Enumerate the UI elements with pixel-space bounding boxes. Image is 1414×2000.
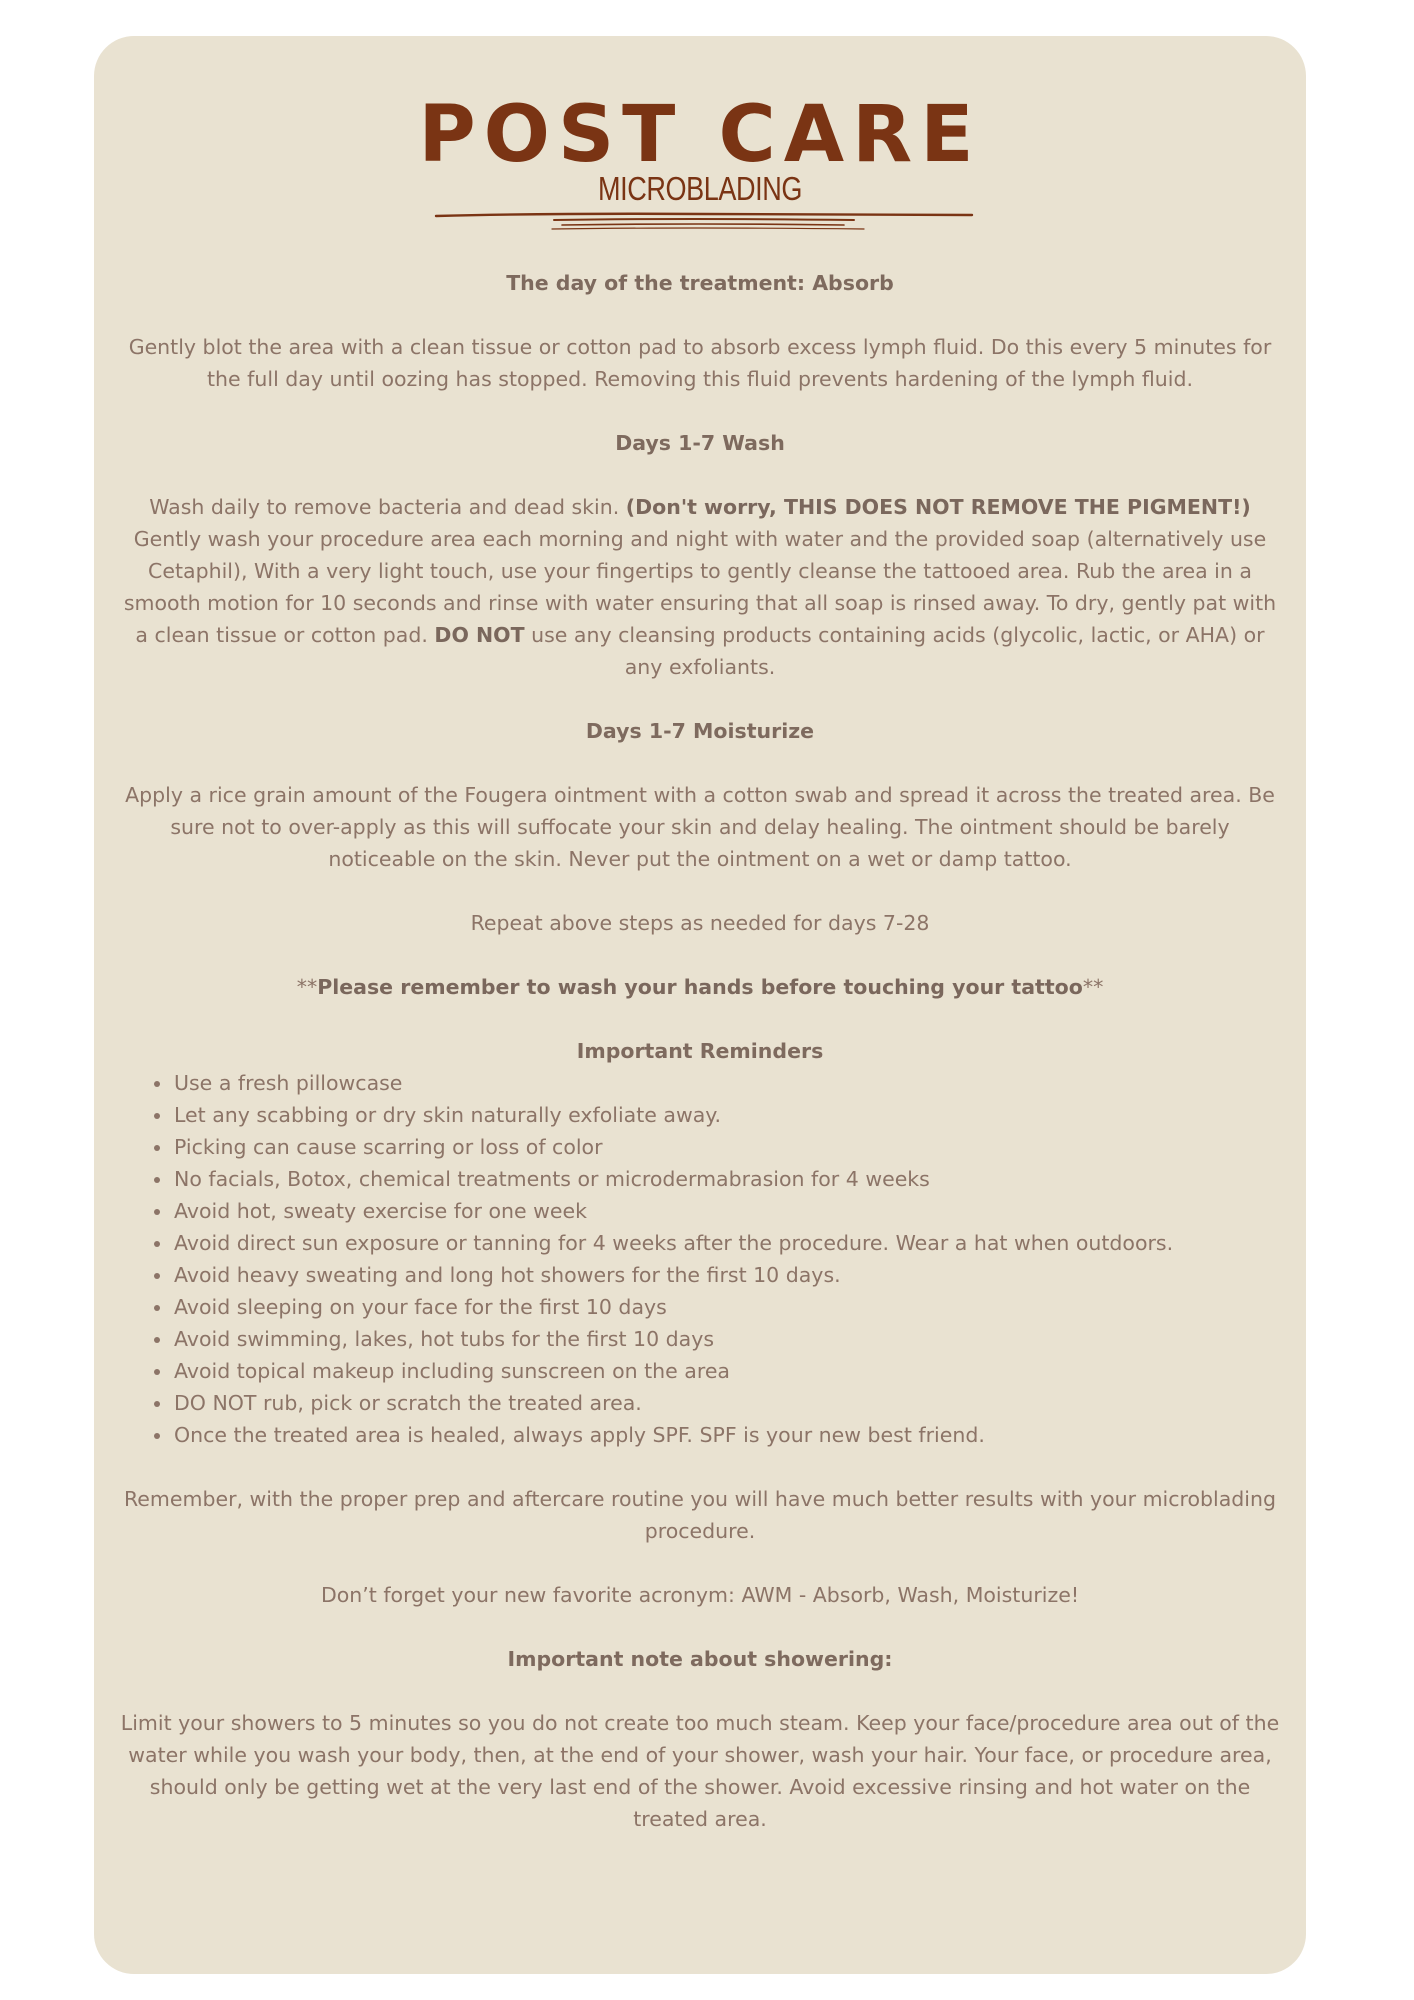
bullet-icon <box>154 1177 160 1183</box>
closing-paragraph: Remember, with the proper prep and aftercare routine you will have much better results with your microblading procedure. <box>123 1487 1277 1543</box>
bullet-icon <box>154 1433 160 1439</box>
logo-subtitle: MICROBLADING <box>597 170 803 207</box>
list-item: Once the treated area is healed, always apply SPF. SPF is your new best friend. <box>174 1419 1290 1451</box>
wash-hands-note <box>110 971 1290 1003</box>
bullet-icon <box>154 1273 160 1279</box>
bullet-icon <box>154 1145 160 1151</box>
wash-text-2: Gently wash your procedure area each morning and night with water and the provided soap (alternatively use Cetaphil), With a very light touch, use your fingertips to gently cleanse the tattooed area. Rub the area in a smooth motion for 10 seconds and rinse with water ensuring that all soap is rinsed away. To dry, gently pat with a clean tissue or cotton pad. <box>123 527 1277 647</box>
bullet-icon <box>154 1113 160 1119</box>
bullet-icon <box>154 1305 160 1311</box>
list-item: Avoid direct sun exposure or tanning for 4 weeks after the procedure. Wear a hat when outdoors. <box>174 1227 1290 1259</box>
logo-header <box>94 36 1306 236</box>
list-item: Avoid swimming, lakes, hot tubs for the first 10 days <box>174 1323 1290 1355</box>
wash-text-3: use any cleansing products containing acids (glycolic, lactic, or AHA) or any exfoliants. <box>524 623 1265 679</box>
wash-paragraph <box>110 491 1290 683</box>
list-item: Avoid topical makeup including sunscreen on the area <box>174 1355 1290 1387</box>
wash-heading: Days 1-7 Wash <box>615 431 785 455</box>
wash-pigment-note: (Don't worry, THIS DOES NOT REMOVE THE PIGMENT!) <box>625 495 1251 519</box>
list-item: Use a fresh pillowcase <box>174 1067 1290 1099</box>
reminders-heading: Important Reminders <box>576 1039 824 1063</box>
moisturize-heading: Days 1-7 Moisturize <box>585 719 815 743</box>
wash-text-1: Wash daily to remove bacteria and dead skin. <box>149 495 626 519</box>
list-item: Let any scabbing or dry skin naturally exfoliate away. <box>174 1099 1290 1131</box>
list-item: Avoid hot, sweaty exercise for one week <box>174 1195 1290 1227</box>
logo-title: POST CARE <box>418 90 982 180</box>
wash-hands-prefix: ** <box>296 975 318 999</box>
wash-do-not: DO NOT <box>434 623 525 647</box>
bullet-icon <box>154 1209 160 1215</box>
list-item: No facials, Botox, chemical treatments or microdermabrasion for 4 weeks <box>174 1163 1290 1195</box>
bullet-icon <box>154 1369 160 1375</box>
bullet-icon <box>154 1241 160 1247</box>
list-item: Avoid sleeping on your face for the first 10 days <box>174 1291 1290 1323</box>
reminders-list <box>110 1067 1290 1451</box>
post-care-card <box>94 36 1306 1974</box>
decorative-brush-lines <box>434 210 974 234</box>
bullet-icon <box>154 1337 160 1343</box>
absorb-heading: The day of the treatment: Absorb <box>506 271 894 295</box>
bullet-icon <box>154 1401 160 1407</box>
repeat-note: Repeat above steps as needed for days 7-28 <box>470 911 930 935</box>
showering-paragraph: Limit your showers to 5 minutes so you do not create too much steam. Keep your face/procedure area out of the water while you wash your body, then, at the end of your shower, wash your hair. Your face, or procedure area, should only be getting wet at the very last end of the shower. Avoid excessive rinsing and hot water on the treated area. <box>120 1711 1280 1831</box>
list-item: DO NOT rub, pick or scratch the treated area. <box>174 1387 1290 1419</box>
wash-hands-suffix: ** <box>1082 975 1104 999</box>
acronym-note: Don’t forget your new favorite acronym: AWM - Absorb, Wash, Moisturize! <box>320 1583 1080 1607</box>
wash-hands-bold: Please remember to wash your hands before touching your tattoo <box>317 975 1083 999</box>
absorb-paragraph: Gently blot the area with a clean tissue or cotton pad to absorb excess lymph fluid. Do this every 5 minutes for the full day until oozing has stopped. Removing this fluid prevents hardening of the lymph fluid. <box>128 335 1272 391</box>
showering-heading: Important note about showering: <box>507 1647 893 1671</box>
bullet-icon <box>154 1081 160 1087</box>
care-instructions <box>110 267 1290 1835</box>
list-item: Picking can cause scarring or loss of color <box>174 1131 1290 1163</box>
moisturize-paragraph: Apply a rice grain amount of the Fougera ointment with a cotton swab and spread it across the treated area. Be sure not to over-apply as this will suffocate your skin and delay healing. The ointment should be barely noticeable on the skin. Never put the ointment on a wet or damp tattoo. <box>125 783 1275 871</box>
list-item: Avoid heavy sweating and long hot showers for the first 10 days. <box>174 1259 1290 1291</box>
